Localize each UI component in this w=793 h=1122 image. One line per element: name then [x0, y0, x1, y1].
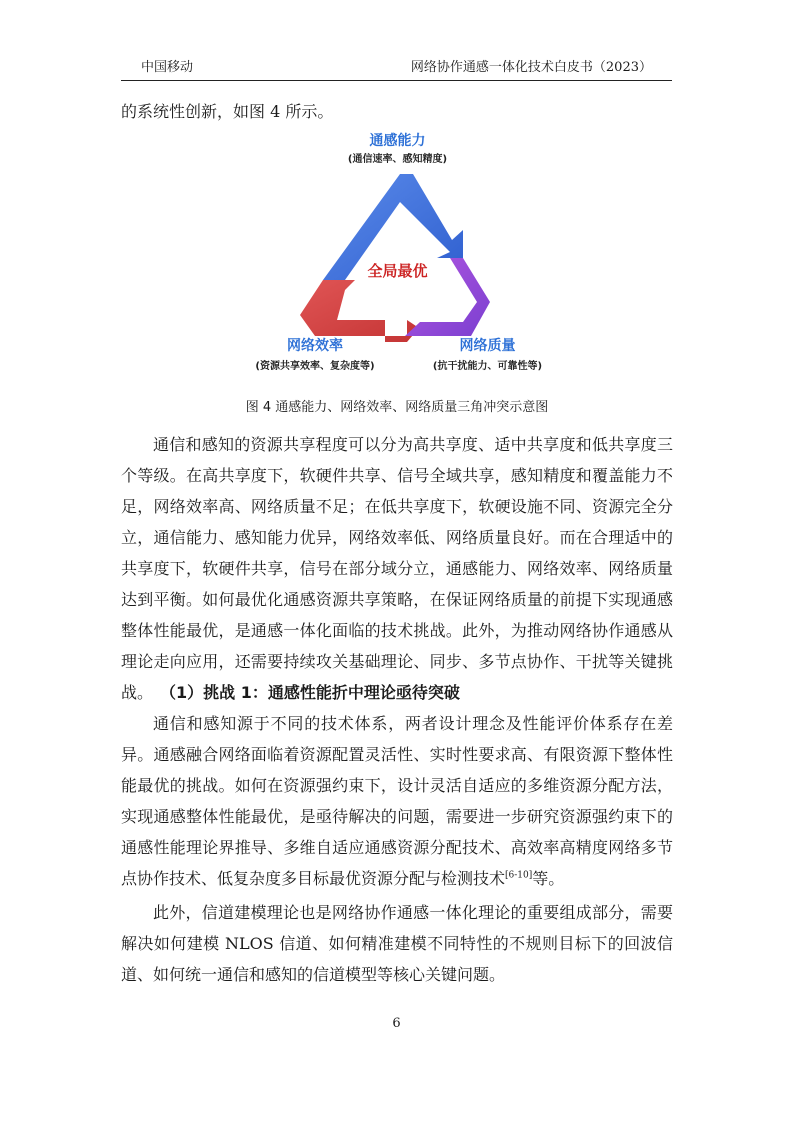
header-right: 网络协作通感一体化技术白皮书（2023） — [410, 60, 652, 75]
citation: [6-10] — [505, 870, 533, 881]
paragraph-3: 此外，信道建模理论也是网络协作通感一体化理论的重要组成部分，需要解决如何建模 NLOS 信道、如何精准建模不同特性的不规则目标下的回波信道、如何统一通信和感知的信道模型等核心关键问题。 — [121, 903, 673, 984]
figure-caption: 图 4 通感能力、网络效率、网络质量三角冲突示意图 — [245, 400, 549, 415]
left-title: 网络效率 — [287, 338, 343, 354]
paragraph-2-end: 等。 — [532, 869, 565, 888]
right-title: 网络质量 — [459, 338, 516, 354]
paragraph-2-text: 通信和感知源于不同的技术体系，两者设计理念及性能评价体系存在差异。通感融合网络面临着资源配置灵活性、实时性要求高、有限资源下整体性能最优的挑战。如何在资源强约束下，设计灵活自适应的多维资源分配方法，实现通感整体性能最优，是亟待解决的问题，需要进一步研究资源强约束下的通感性能理论界推导、多维自适应通感资源分配技术、高效率高精度网络多节点协作技术、低复杂度多目标最优资源分配与检测技术 — [121, 714, 673, 888]
section-heading: （1）挑战 1：通感性能折中理论亟待突破 — [160, 683, 460, 702]
triangle-figure — [245, 130, 550, 378]
page-number: 6 — [392, 1016, 401, 1031]
red-arm — [300, 280, 419, 342]
top-subtitle: (通信速率、感知精度) — [347, 154, 448, 165]
right-subtitle: (抗干扰能力、可靠性等) — [432, 361, 543, 372]
left-subtitle: (资源共享效率、复杂度等) — [255, 361, 375, 372]
paragraph-1: 通信和感知的资源共享程度可以分为高共享度、适中共享度和低共享度三个等级。在高共享度下，软硬件共享、信号全域共享，感知精度和覆盖能力不足，网络效率高、网络质量不足；在低共享度下，软硬设施不同、资源完全分立，通信能力、感知能力优异，网络效率低、网络质量良好。而在合理适中的共享度下，软硬件共享，信号在部分域分立，通感能力、网络效率、网络质量达到平衡。如何最优化通感资源共享策略，在保证网络质量的前提下实现通感整体性能最优，是通感一体化面临的技术挑战。此外，为推动网络协作通感从理论走向应用，还需要持续攻关基础理论、同步、多节点协作、干扰等关键挑战。 — [121, 435, 673, 702]
center-label: 全局最优 — [367, 262, 428, 280]
intro-line: 的系统性创新，如图 4 所示。 — [121, 102, 334, 121]
page-header — [121, 50, 672, 81]
paragraph-2 — [121, 708, 673, 894]
header-left: 中国移动 — [141, 60, 194, 75]
top-title: 通感能力 — [369, 133, 426, 149]
